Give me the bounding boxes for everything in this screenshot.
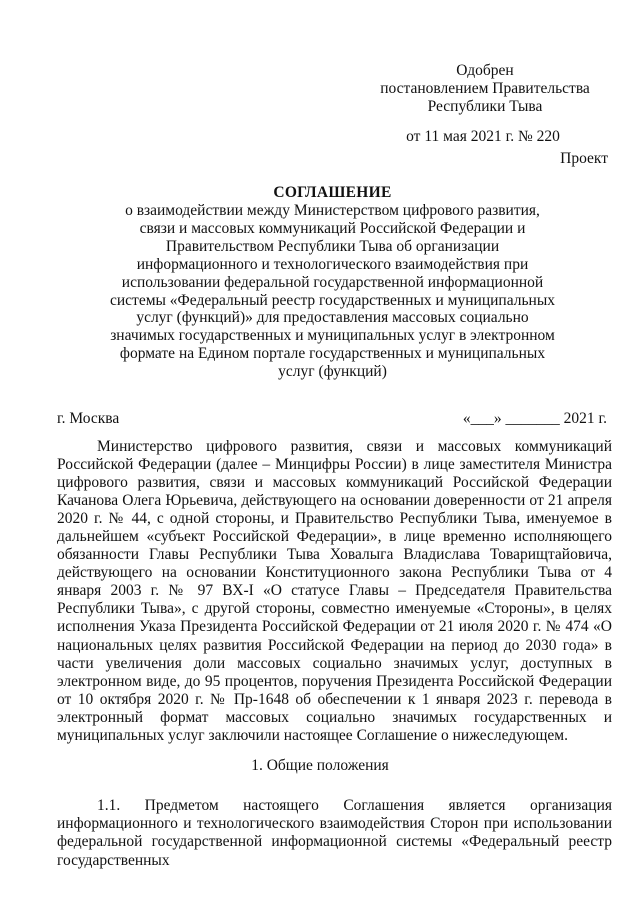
approval-line-republic: Республики Тыва bbox=[427, 98, 543, 115]
section-heading-general: 1. Общие положения bbox=[251, 757, 389, 774]
approval-stamp bbox=[360, 62, 610, 145]
approval-line-approved: Одобрен bbox=[456, 62, 514, 79]
project-label: Проект bbox=[560, 150, 608, 167]
document-title-block bbox=[110, 183, 555, 381]
clause-1-1: 1.1. Предметом настоящего Соглашения является организация информационного и технологического взаимодействия Сторон при использовании федеральной государственной информационной системы «Федеральный реестр государственных bbox=[57, 797, 612, 869]
preamble-paragraph: Министерство цифрового развития, связи и массовых коммуникаций Российской Федерации (далее – Минцифры России) в лице заместителя Министра цифрового развития, связи и массовых коммуникаций Российской Федерации Качанова Олега Юрьевича, действующего на основании доверенности от 21 апреля 2020 г. № 44, с одной стороны, и Правительство Республики Тыва, именуемое в дальнейшем «субъект Российской Федерации», в лице временно исполняющего обязанности Главы Республики Тыва Ховалыга Владислава Товарищтайовича, действующего на основании Конституционного закона Республики Тыва от 4 января 2003 г. № 97 ВХ-I «О статусе Главы – Председателя Правительства Республики Тыва», с другой стороны, совместно именуемые «Стороны», в целях исполнения Указа Президента Российской Федерации от 21 июля 2020 г. № 474 «О национальных целях развития Российской Федерации на период до 2030 года» в части увеличения доли массовых социально значимых услуг, доступных в электронном виде, до 95 процентов, поручения Президента Российской Федерации от 10 октября 2020 г. № Пр-1648 об обеспечении к 1 января 2023 г. перевода в электронный формат массовых социально значимых государственных и муниципальных услуг заключили настоящее Соглашение о нижеследующем. bbox=[57, 438, 612, 744]
approval-date: от 11 мая 2021 г. № 220 bbox=[406, 128, 560, 145]
document-title: СОГЛАШЕНИЕ bbox=[273, 184, 392, 201]
approval-line-decree: постановлением Правительства bbox=[380, 80, 590, 97]
document-subtitle: о взаимодействии между Министерством цифрового развития, связи и массовых коммуникаций Российской Федерации и Правительством Республики Тыва об организации информационного и технологического взаимодействия при использовании федеральной государственной информационной системы «Федеральный реестр государственных и муниципальных услуг (функций)» для предоставления массовых социально значимых государственных и муниципальных услуг в электронном формате на Едином портале государственных и муниципальных услуг (функций) bbox=[110, 202, 555, 381]
signing-date-placeholder: «___» _______ 2021 г. bbox=[462, 410, 607, 427]
signing-city: г. Москва bbox=[57, 410, 120, 427]
